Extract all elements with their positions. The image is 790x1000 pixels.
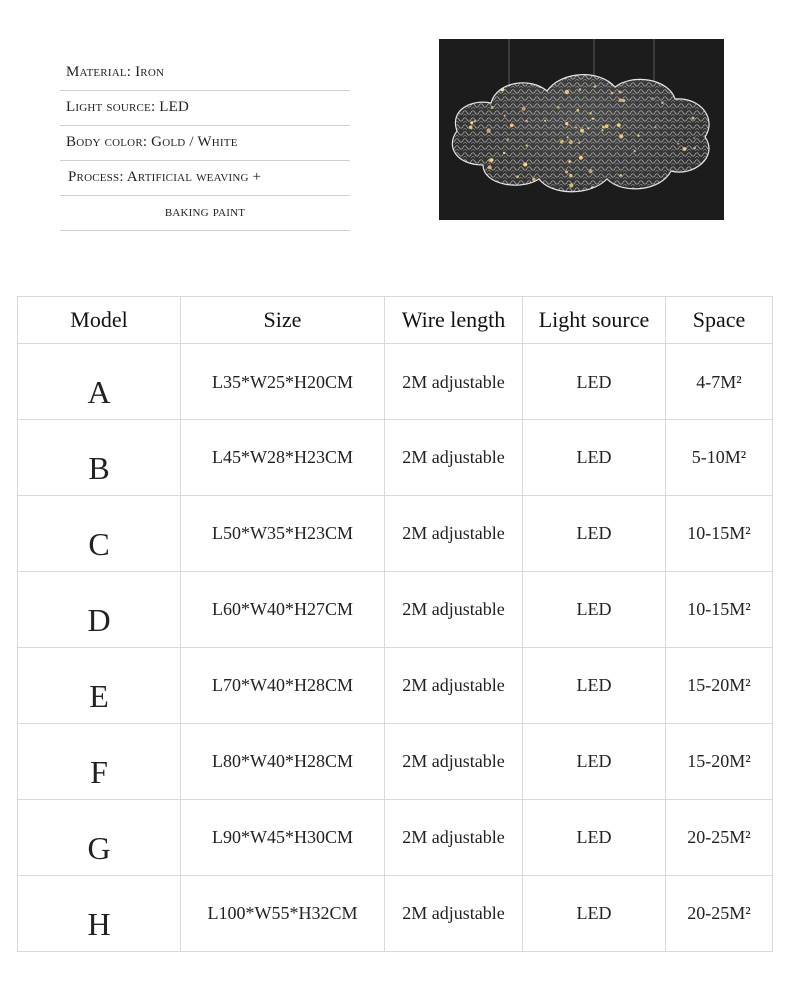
led-light-dot: [634, 150, 636, 152]
led-light-dot: [469, 126, 473, 130]
wire-length-cell: 2M adjustable: [385, 572, 523, 648]
led-light-dot: [575, 127, 577, 129]
led-light-dot: [620, 174, 622, 176]
model-cell: C: [18, 496, 181, 572]
wire-length-cell: 2M adjustable: [385, 496, 523, 572]
header-wire-length: Wire length: [385, 297, 523, 344]
led-light-dot: [491, 106, 494, 109]
led-light-dot: [655, 126, 657, 128]
space-cell: 10-15M²: [666, 572, 773, 648]
led-light-dot: [560, 140, 564, 144]
wire-length-cell: 2M adjustable: [385, 648, 523, 724]
size-cell: L90*W45*H30CM: [181, 800, 385, 876]
led-light-dot: [619, 98, 623, 102]
led-light-dot: [619, 134, 623, 138]
led-light-dot: [565, 90, 569, 94]
led-light-dot: [568, 160, 571, 163]
led-light-dot: [507, 138, 510, 141]
light-source-cell: LED: [523, 496, 666, 572]
led-light-dot: [565, 171, 568, 174]
led-light-dot: [470, 121, 473, 124]
header-model: Model: [18, 297, 181, 344]
led-light-dot: [565, 122, 568, 125]
led-light-dot: [569, 174, 572, 177]
led-light-dot: [677, 143, 679, 145]
spec-process-continued: baking paint: [60, 196, 350, 231]
led-light-dot: [589, 112, 592, 115]
table-row: [18, 800, 773, 876]
led-light-dot: [488, 165, 492, 169]
led-light-dot: [578, 142, 580, 144]
light-source-cell: LED: [523, 876, 666, 952]
led-light-dot: [617, 123, 621, 127]
led-light-dot: [693, 147, 696, 150]
product-photo: [439, 39, 724, 220]
led-light-dot: [622, 99, 625, 102]
table-row: [18, 572, 773, 648]
space-cell: 20-25M²: [666, 800, 773, 876]
model-cell: E: [18, 648, 181, 724]
model-cell: H: [18, 876, 181, 952]
led-light-dot: [522, 107, 526, 111]
model-cell: F: [18, 724, 181, 800]
led-light-dot: [525, 120, 528, 123]
size-cell: L45*W28*H23CM: [181, 420, 385, 496]
spec-light-source: Light source: LED: [60, 91, 350, 126]
light-source-cell: LED: [523, 800, 666, 876]
led-light-dot: [532, 178, 535, 181]
table-header-row: [18, 297, 773, 344]
wire-length-cell: 2M adjustable: [385, 876, 523, 952]
model-cell: B: [18, 420, 181, 496]
space-cell: 15-20M²: [666, 648, 773, 724]
led-light-dot: [605, 124, 609, 128]
led-light-dot: [594, 85, 597, 88]
header-space: Space: [666, 297, 773, 344]
model-spec-table: [17, 296, 773, 952]
led-light-dot: [693, 137, 695, 139]
table-row: [18, 496, 773, 572]
light-source-cell: LED: [523, 648, 666, 724]
light-source-cell: LED: [523, 420, 666, 496]
led-light-dot: [652, 97, 654, 99]
size-cell: L60*W40*H27CM: [181, 572, 385, 648]
spec-material: Material: Iron: [60, 56, 350, 91]
wire-length-cell: 2M adjustable: [385, 800, 523, 876]
led-light-dot: [544, 120, 546, 122]
table-row: [18, 648, 773, 724]
led-light-dot: [503, 152, 505, 154]
space-cell: 20-25M²: [666, 876, 773, 952]
spec-body-color: Body color: Gold / White: [60, 126, 350, 161]
space-cell: 10-15M²: [666, 496, 773, 572]
wire-length-cell: 2M adjustable: [385, 724, 523, 800]
led-light-dot: [569, 140, 573, 144]
model-cell: G: [18, 800, 181, 876]
spec-list: [60, 56, 350, 231]
table-row: [18, 344, 773, 420]
led-light-dot: [592, 118, 594, 120]
led-light-dot: [619, 91, 622, 94]
led-light-dot: [683, 147, 687, 151]
spec-process: Process: Artificial weaving +: [60, 161, 350, 196]
space-cell: 4-7M²: [666, 344, 773, 420]
header-size: Size: [181, 297, 385, 344]
size-cell: L50*W35*H23CM: [181, 496, 385, 572]
led-light-dot: [510, 124, 514, 128]
led-light-dot: [504, 115, 506, 117]
size-cell: L80*W40*H28CM: [181, 724, 385, 800]
table-row: [18, 724, 773, 800]
led-light-dot: [490, 158, 493, 161]
table-row: [18, 420, 773, 496]
wire-length-cell: 2M adjustable: [385, 344, 523, 420]
led-light-dot: [526, 144, 528, 146]
led-light-dot: [611, 92, 614, 95]
wire-length-cell: 2M adjustable: [385, 420, 523, 496]
light-source-cell: LED: [523, 724, 666, 800]
led-light-dot: [587, 127, 589, 129]
size-cell: L35*W25*H20CM: [181, 344, 385, 420]
space-cell: 5-10M²: [666, 420, 773, 496]
space-cell: 15-20M²: [666, 724, 773, 800]
led-light-dot: [602, 126, 605, 129]
led-light-dot: [523, 163, 527, 167]
led-light-dot: [474, 120, 476, 122]
led-light-dot: [637, 135, 639, 137]
table-row: [18, 876, 773, 952]
led-light-dot: [602, 129, 604, 131]
led-light-dot: [487, 129, 491, 133]
led-light-dot: [516, 175, 519, 178]
led-light-dot: [576, 109, 579, 112]
model-cell: A: [18, 344, 181, 420]
led-light-dot: [579, 88, 582, 91]
led-light-dot: [579, 156, 583, 160]
led-light-dot: [589, 169, 593, 173]
led-light-dot: [692, 117, 695, 120]
light-source-cell: LED: [523, 572, 666, 648]
header-light-source: Light source: [523, 297, 666, 344]
led-light-dot: [569, 183, 573, 187]
light-source-cell: LED: [523, 344, 666, 420]
led-light-dot: [567, 136, 569, 138]
size-cell: L70*W40*H28CM: [181, 648, 385, 724]
led-light-dot: [661, 101, 664, 104]
led-light-dot: [580, 129, 584, 133]
model-cell: D: [18, 572, 181, 648]
size-cell: L100*W55*H32CM: [181, 876, 385, 952]
led-light-dot: [557, 106, 560, 109]
